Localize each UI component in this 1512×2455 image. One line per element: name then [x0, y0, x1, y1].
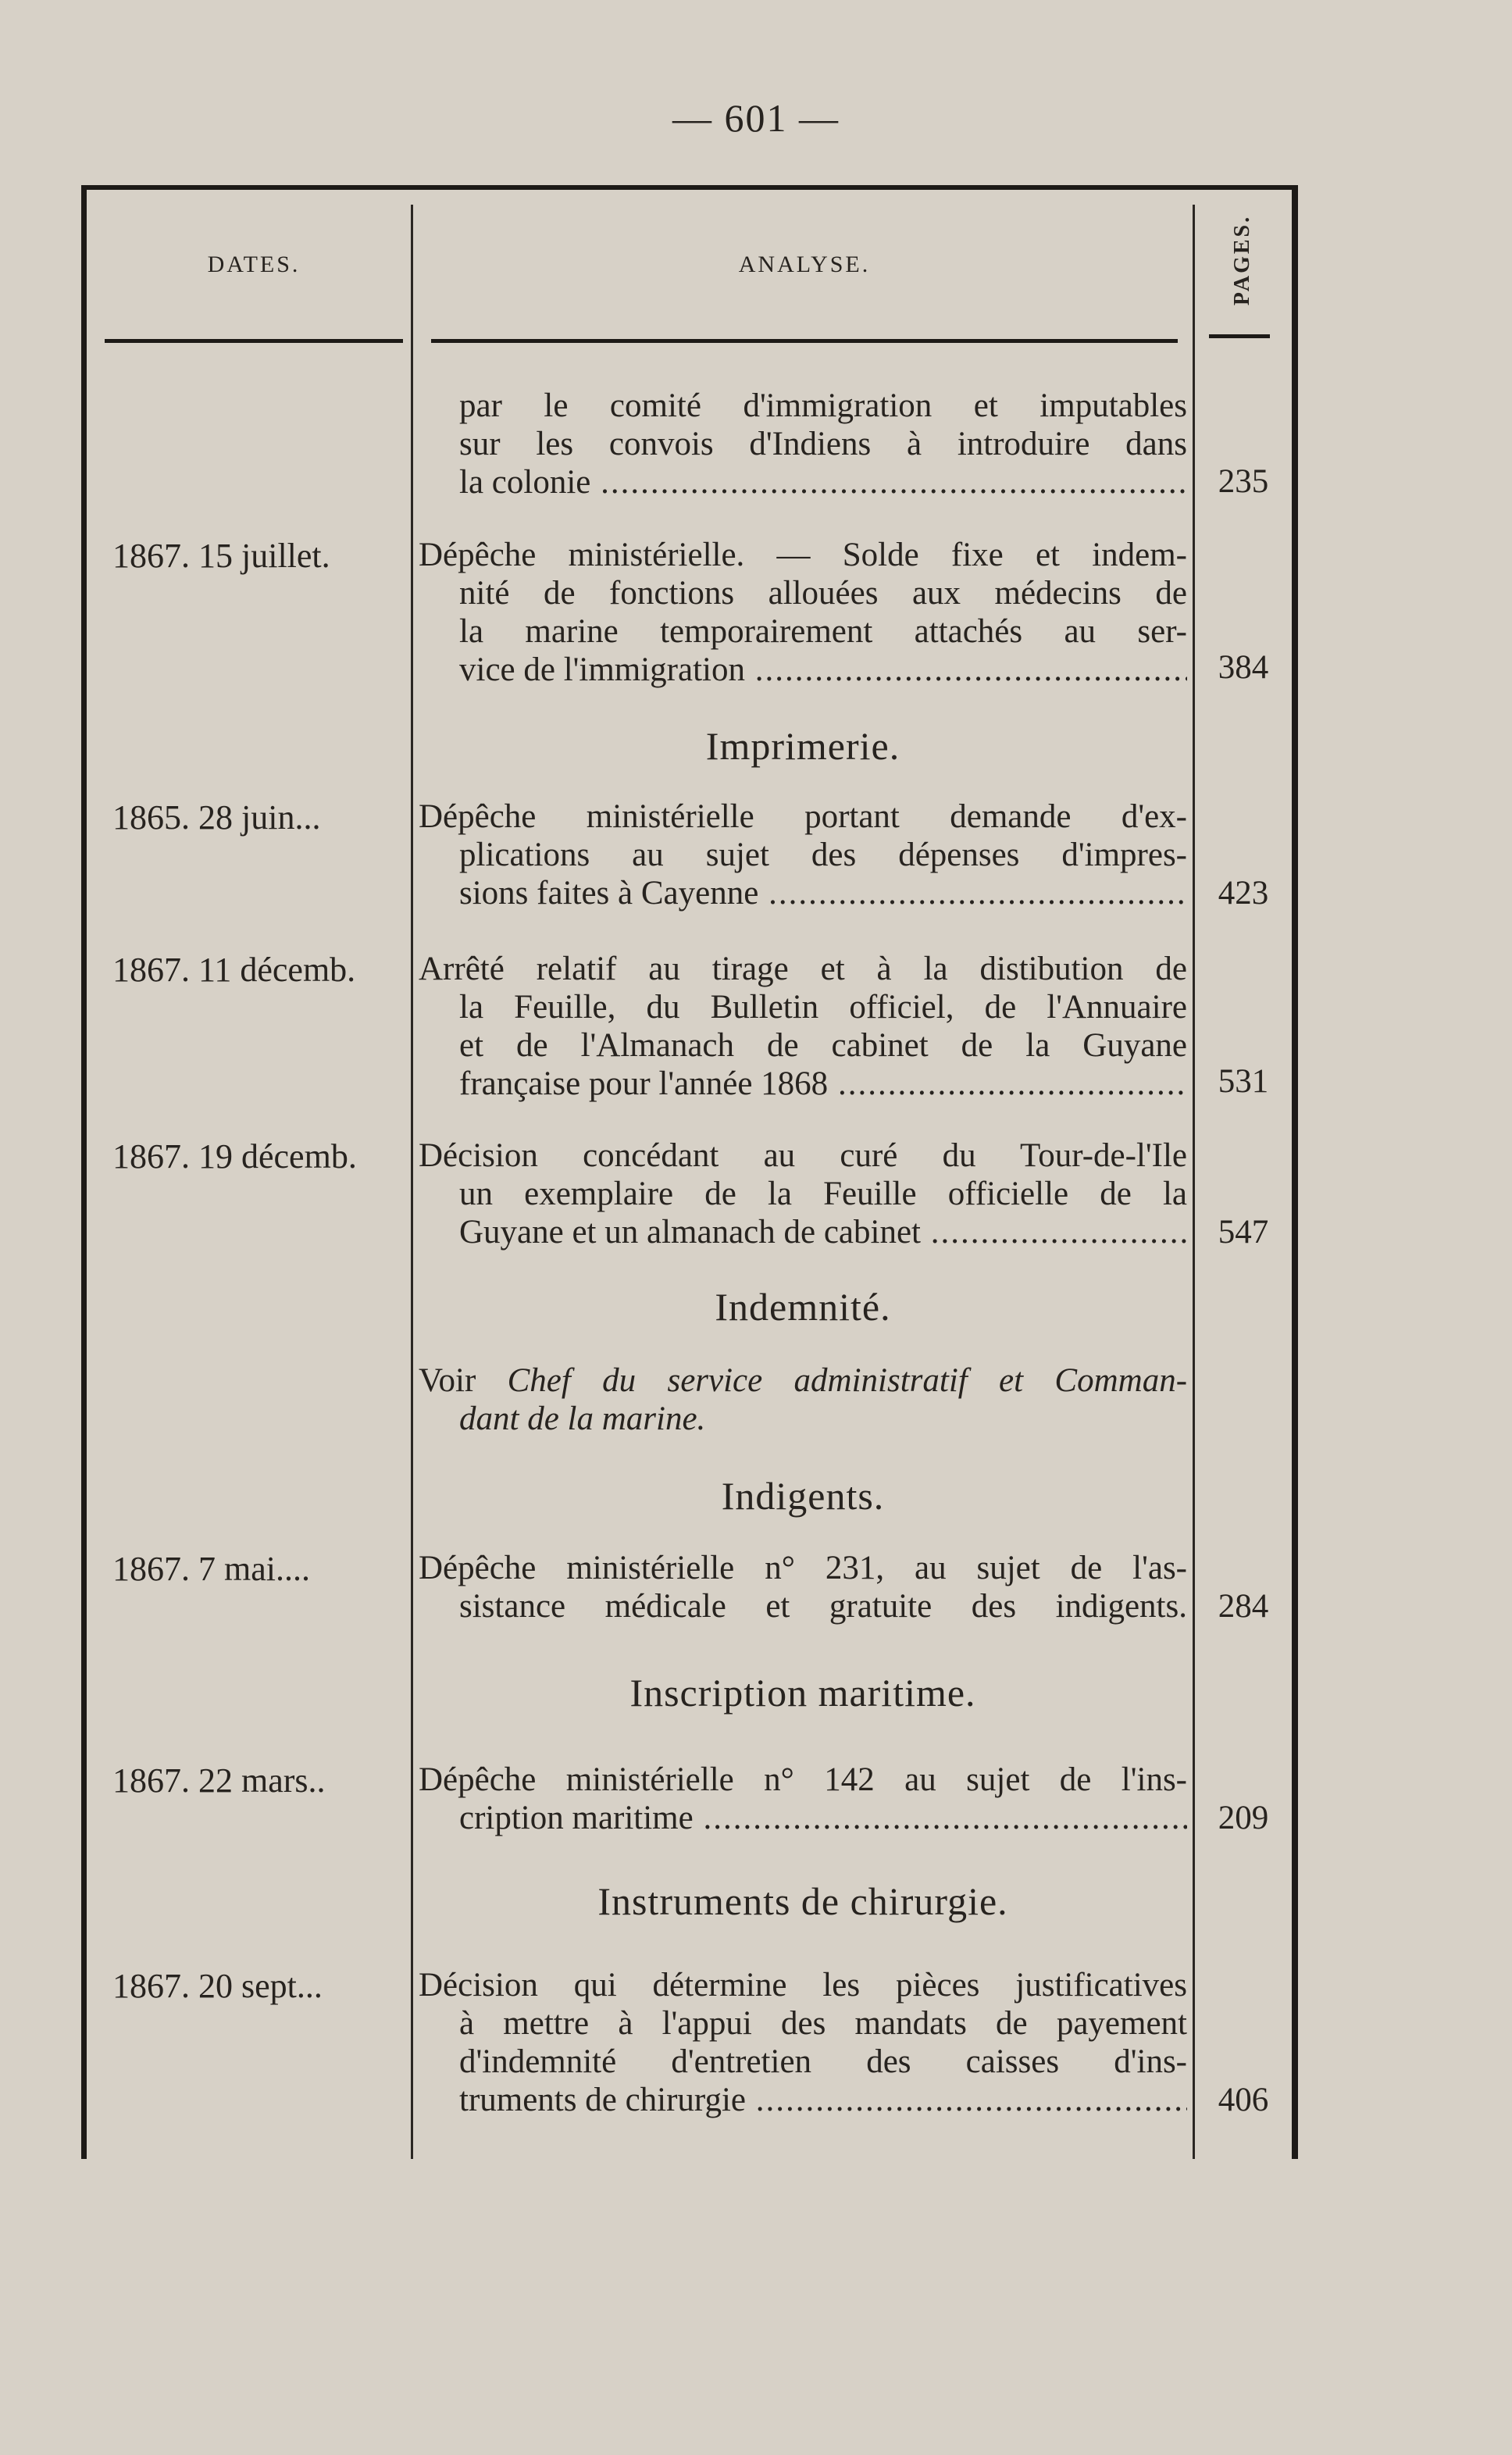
page-reference: 406 — [1218, 2082, 1269, 2118]
entry-text-line: Guyane et un almanach de cabinet ..... — [419, 1213, 1187, 1251]
entry-text-line: Décision qui détermine les pièces justificatives — [419, 1967, 1187, 2004]
section-heading-imprimerie: Imprimerie. — [705, 724, 900, 768]
cross-reference-target: Chef du service administratif et Comman- — [507, 1362, 1187, 1399]
entry-text-line: Dépêche ministérielle. — Solde fixe et indem- — [419, 537, 1187, 573]
entry-text-line: truments de chirurgie ..... — [419, 2081, 1187, 2119]
table-row — [419, 1761, 1187, 1837]
entry-text-line: d'indemnité d'entretien des caisses d'ins- — [459, 2043, 1187, 2080]
entry-text-line: la Feuille, du Bulletin officiel, de l'Annuaire — [459, 989, 1187, 1026]
entry-text-line: et de l'Almanach de cabinet de la Guyane — [459, 1027, 1187, 1064]
page-reference: 384 — [1218, 649, 1269, 686]
entry-text-line: sur les convois d'Indiens à introduire dans — [459, 426, 1187, 462]
entry-date: 1867. 19 décemb. — [112, 1137, 357, 1176]
section-heading-indemnite: Indemnité. — [715, 1285, 891, 1329]
entry-date: 1865. 28 juin... — [112, 798, 321, 837]
table-row — [419, 950, 1187, 1103]
entry-text-line: cription maritime ..... — [419, 1799, 1187, 1837]
page-reference: 547 — [1218, 1214, 1269, 1251]
table-row — [419, 1137, 1187, 1251]
table-row — [419, 536, 1187, 689]
table-row — [419, 1549, 1187, 1625]
entry-text-line: sions faites à Cayenne ..... — [419, 874, 1187, 912]
entry-text-line: nité de fonctions allouées aux médecins de — [459, 575, 1187, 612]
entry-text-line: un exemplaire de la Feuille officielle de la — [459, 1176, 1187, 1212]
entry-text-line: Dépêche ministérielle portant demande d'ex- — [419, 798, 1187, 835]
section-heading-instruments-de-chirurgie: Instruments de chirurgie. — [597, 1879, 1008, 1923]
section-heading-inscription-maritime: Inscription maritime. — [629, 1671, 976, 1715]
analyse-column-header: ANALYSE. — [738, 252, 871, 277]
table-row — [419, 1966, 1187, 2119]
table-row — [419, 387, 1187, 501]
entry-text-line: vice de l'immigration ..... — [419, 651, 1187, 689]
entry-text-line: Dépêche ministérielle n° 231, au sujet de l'as- — [419, 1550, 1187, 1586]
entry-text-line: Décision concédant au curé du Tour-de-l'Ile — [419, 1137, 1187, 1174]
entry-text-line: la marine temporairement attachés au ser- — [459, 613, 1187, 650]
page-reference: 423 — [1218, 875, 1269, 912]
entry-date: 1867. 22 mars.. — [112, 1761, 326, 1800]
analyse-header-rule — [431, 339, 1178, 343]
page-reference: 235 — [1218, 463, 1269, 500]
page-reference: 209 — [1218, 1800, 1269, 1836]
entry-text-line: sistance médicale et gratuite des indigents. — [459, 1588, 1187, 1625]
section-heading-indigents: Indigents. — [721, 1474, 885, 1518]
entry-text-line: la colonie ..... — [419, 463, 1187, 501]
entry-date: 1867. 11 décemb. — [112, 951, 356, 989]
cross-reference — [419, 1361, 1187, 1438]
page-reference: 284 — [1218, 1588, 1269, 1625]
page-number: — 601 — — [672, 96, 840, 140]
entry-text-line: par le comité d'immigration et imputables — [459, 387, 1187, 424]
cross-reference-line — [419, 1361, 1187, 1400]
dates-column-header: DATES. — [207, 252, 301, 277]
dates-header-rule — [105, 339, 403, 343]
page-reference: 531 — [1218, 1063, 1269, 1100]
voir-label: Voir — [419, 1362, 476, 1399]
pages-header-rule — [1209, 334, 1270, 338]
dates-column-divider — [411, 205, 413, 2159]
pages-column-divider — [1193, 205, 1195, 2159]
entry-date: 1867. 20 sept... — [112, 1967, 323, 2005]
entry-text-line: plications au sujet des dépenses d'impres- — [459, 837, 1187, 873]
cross-reference-line: dant de la marine. — [459, 1401, 706, 1437]
entry-text-line: Arrêté relatif au tirage et à la distibution de — [419, 951, 1187, 987]
pages-column-header: PAGES. — [1230, 214, 1254, 306]
entry-date: 1867. 7 mai.... — [112, 1550, 310, 1588]
table-row — [419, 798, 1187, 912]
entry-date: 1867. 15 juillet. — [112, 537, 330, 575]
entry-text-line: à mettre à l'appui des mandats de payement — [459, 2005, 1187, 2042]
entry-text-line: française pour l'année 1868 ..... — [419, 1065, 1187, 1103]
entry-text-line: Dépêche ministérielle n° 142 au sujet de l'ins- — [419, 1761, 1187, 1798]
